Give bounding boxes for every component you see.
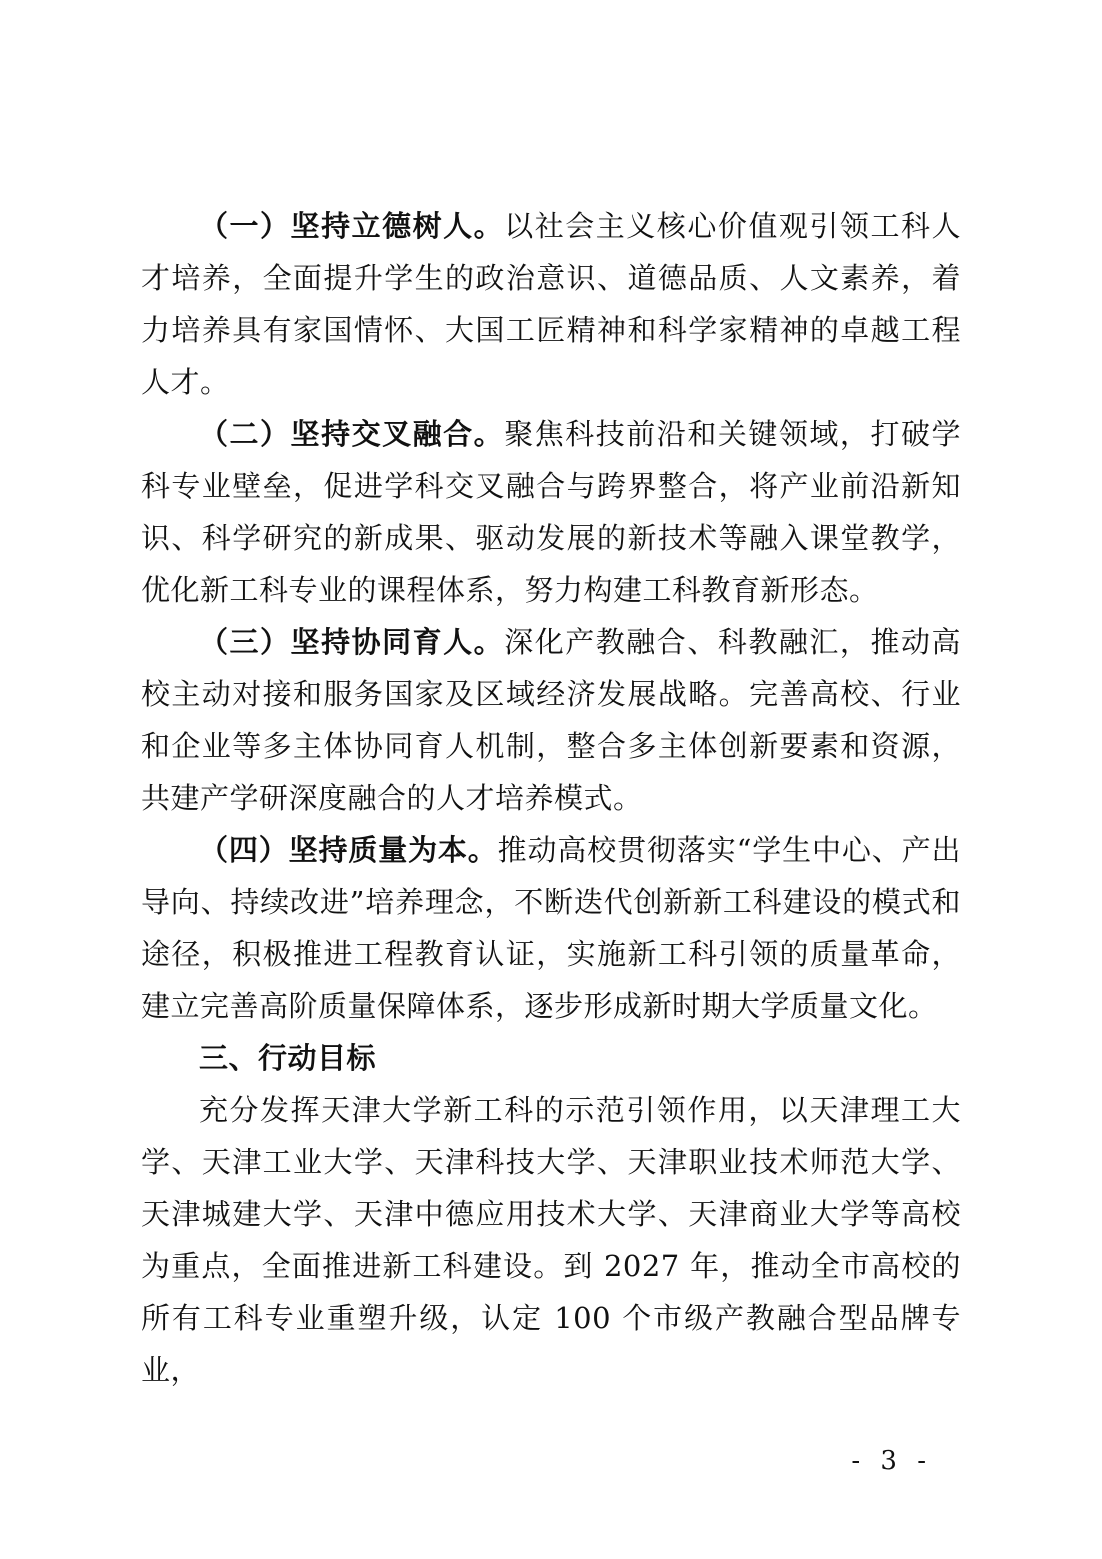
principle-lead-3: （三）坚持协同育人。 xyxy=(199,625,505,659)
principle-text-4: 推动高校贯彻落实“学生中心、产出导向、持续改进”培养理念，不断迭代创新新工科建设的模式和途径，积极推进工程教育认证，实施新工科引领的质量革命，建立完善高阶质量保障体系，逐步形成新时期大学质量文化。 xyxy=(141,833,961,1023)
closing-paragraph: 充分发挥天津大学新工科的示范引领作用，以天津理工大学、天津工业大学、天津科技大学、天津职业技术师范大学、天津城建大学、天津中德应用技术大学、天津商业大学等高校为重点，全面推进新工科建设。到 2027 年，推动全市高校的所有工科专业重塑升级，认定 100 个市级产教融合型品牌专业， xyxy=(141,1093,961,1387)
principle-lead-1: （一）坚持立德树人。 xyxy=(199,209,505,243)
principle-paragraph-2 xyxy=(141,408,961,616)
principle-text-1: 以社会主义核心价值观引领工科人才培养，全面提升学生的政治意识、道德品质、人文素养，着力培养具有家国情怀、大国工匠精神和科学家精神的卓越工程人才。 xyxy=(141,209,961,399)
principle-lead-2: （二）坚持交叉融合。 xyxy=(199,417,505,451)
principle-paragraph-4 xyxy=(141,824,961,1032)
principle-paragraph-1 xyxy=(141,200,961,408)
principle-text-3: 深化产教融合、科教融汇，推动高校主动对接和服务国家及区域经济发展战略。完善高校、行业和企业等多主体协同育人机制，整合多主体创新要素和资源，共建产学研深度融合的人才培养模式。 xyxy=(141,625,961,815)
document-body xyxy=(141,200,961,1396)
principle-text-2: 聚焦科技前沿和关键领域，打破学科专业壁垒，促进学科交叉融合与跨界整合，将产业前沿新知识、科学研究的新成果、驱动发展的新技术等融入课堂教学，优化新工科专业的课程体系，努力构建工科教育新形态。 xyxy=(141,417,961,607)
principle-lead-4: （四）坚持质量为本。 xyxy=(199,833,498,867)
principle-paragraph-3 xyxy=(141,616,961,824)
page-number: - 3 - xyxy=(851,1446,932,1476)
section-heading: 三、行动目标 xyxy=(199,1041,377,1075)
